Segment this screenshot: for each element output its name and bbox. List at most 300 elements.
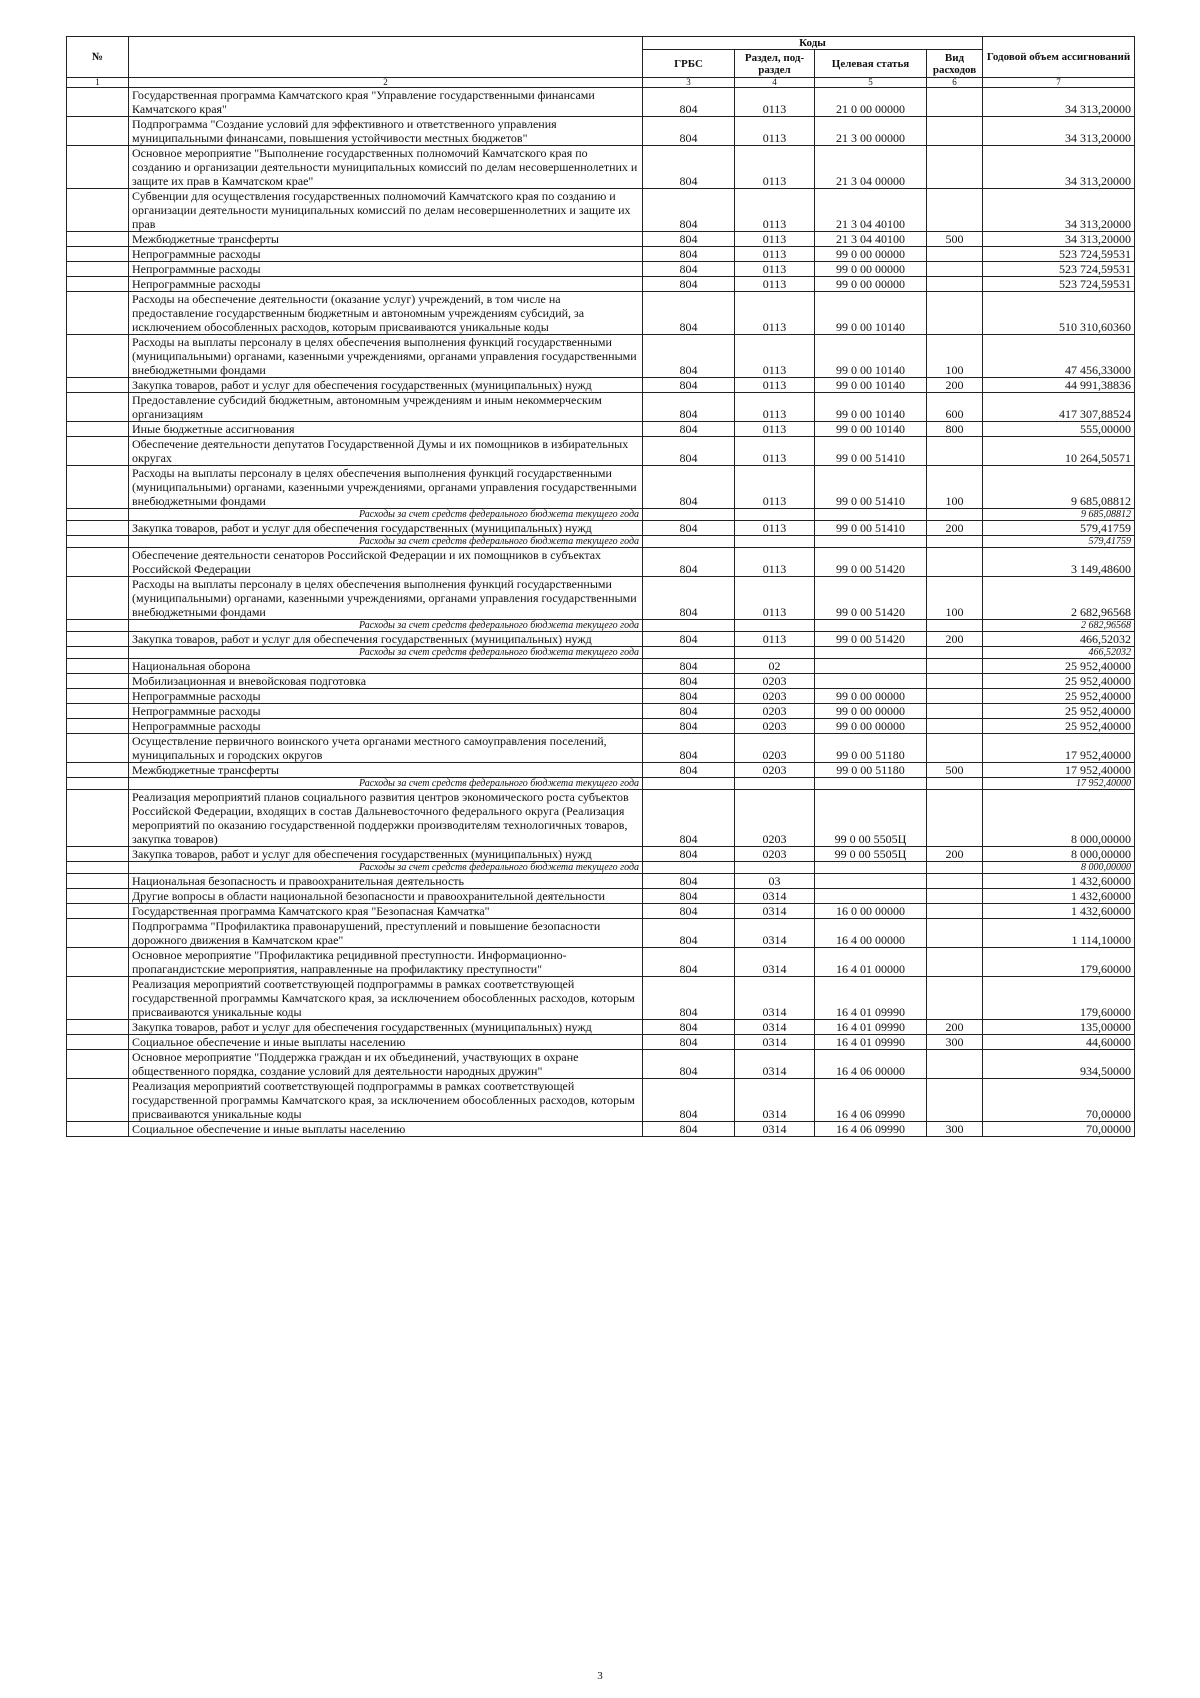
cell-num bbox=[67, 889, 129, 904]
cell-grbs bbox=[643, 509, 735, 521]
cell-sum: 579,41759 bbox=[983, 521, 1135, 536]
cell-name: Непрограммные расходы bbox=[129, 704, 643, 719]
cell-cs bbox=[815, 862, 927, 874]
table-row bbox=[67, 466, 1135, 509]
table-row bbox=[67, 422, 1135, 437]
cell-num bbox=[67, 763, 129, 778]
cell-name: Непрограммные расходы bbox=[129, 262, 643, 277]
cell-grbs: 804 bbox=[643, 335, 735, 378]
cell-vr bbox=[927, 292, 983, 335]
cell-sum: 47 456,33000 bbox=[983, 335, 1135, 378]
cell-razdel: 0113 bbox=[735, 548, 815, 577]
cell-cs: 99 0 00 51410 bbox=[815, 466, 927, 509]
colnum-2: 2 bbox=[129, 78, 643, 88]
cell-sum: 25 952,40000 bbox=[983, 674, 1135, 689]
cell-razdel bbox=[735, 862, 815, 874]
cell-grbs bbox=[643, 778, 735, 790]
cell-name: Подпрограмма "Профилактика правонарушений, преступлений и повышение безопасности дорожного движения в Камчатском крае" bbox=[129, 919, 643, 948]
cell-sum: 25 952,40000 bbox=[983, 704, 1135, 719]
cell-cs: 99 0 00 10140 bbox=[815, 292, 927, 335]
cell-vr bbox=[927, 904, 983, 919]
cell-num bbox=[67, 277, 129, 292]
cell-sum: 44 991,38836 bbox=[983, 378, 1135, 393]
cell-vr bbox=[927, 889, 983, 904]
cell-sum: 25 952,40000 bbox=[983, 719, 1135, 734]
cell-name: Государственная программа Камчатского края "Безопасная Камчатка" bbox=[129, 904, 643, 919]
cell-sum: 17 952,40000 bbox=[983, 778, 1135, 790]
cell-razdel: 0113 bbox=[735, 393, 815, 422]
cell-razdel: 0113 bbox=[735, 262, 815, 277]
cell-vr: 300 bbox=[927, 1035, 983, 1050]
cell-name: Осуществление первичного воинского учета органами местного самоуправления поселений, муниципальных и городских округов bbox=[129, 734, 643, 763]
cell-name: Реализация мероприятий планов социального развития центров экономического роста субъектов Российской Федерации, входящих в состав Дальневосточного федерального округа (Реализация мероприятий по оказанию государственной поддержки производителям технологичных товаров, закупка товаров) bbox=[129, 790, 643, 847]
cell-num bbox=[67, 536, 129, 548]
cell-num bbox=[67, 232, 129, 247]
cell-sum: 466,52032 bbox=[983, 632, 1135, 647]
cell-vr: 100 bbox=[927, 577, 983, 620]
cell-cs: 99 0 00 51180 bbox=[815, 763, 927, 778]
cell-razdel: 0314 bbox=[735, 1050, 815, 1079]
table-row bbox=[67, 1035, 1135, 1050]
cell-sum: 934,50000 bbox=[983, 1050, 1135, 1079]
cell-num bbox=[67, 509, 129, 521]
cell-cs: 21 3 04 40100 bbox=[815, 232, 927, 247]
table-row bbox=[67, 292, 1135, 335]
header-sum: Годовой объем ассигнований bbox=[983, 37, 1135, 78]
cell-grbs: 804 bbox=[643, 1035, 735, 1050]
cell-razdel bbox=[735, 536, 815, 548]
table-row bbox=[67, 763, 1135, 778]
table-row bbox=[67, 189, 1135, 232]
cell-vr bbox=[927, 1079, 983, 1122]
cell-vr bbox=[927, 536, 983, 548]
cell-num bbox=[67, 847, 129, 862]
cell-cs: 16 4 01 09990 bbox=[815, 977, 927, 1020]
cell-name: Закупка товаров, работ и услуг для обеспечения государственных (муниципальных) нужд bbox=[129, 521, 643, 536]
cell-vr bbox=[927, 262, 983, 277]
cell-sum: 9 685,08812 bbox=[983, 509, 1135, 521]
cell-name: Мобилизационная и вневойсковая подготовка bbox=[129, 674, 643, 689]
cell-grbs: 804 bbox=[643, 874, 735, 889]
colnum-4: 4 bbox=[735, 78, 815, 88]
cell-sum: 179,60000 bbox=[983, 977, 1135, 1020]
header-vr: Вид расходов bbox=[927, 50, 983, 78]
cell-name: Обеспечение деятельности депутатов Государственной Думы и их помощников в избирательных округах bbox=[129, 437, 643, 466]
cell-sum: 2 682,96568 bbox=[983, 620, 1135, 632]
cell-grbs: 804 bbox=[643, 247, 735, 262]
cell-num bbox=[67, 577, 129, 620]
cell-cs: 99 0 00 51180 bbox=[815, 734, 927, 763]
cell-vr: 800 bbox=[927, 422, 983, 437]
cell-name: Расходы за счет средств федерального бюджета текущего года bbox=[129, 647, 643, 659]
cell-razdel: 0113 bbox=[735, 189, 815, 232]
cell-name: Непрограммные расходы bbox=[129, 277, 643, 292]
cell-cs: 21 0 00 00000 bbox=[815, 88, 927, 117]
cell-name: Расходы на выплаты персоналу в целях обеспечения выполнения функций государственными (муниципальными) органами, казенными учреждениями, органами управления государственными внебюджетными фондами bbox=[129, 577, 643, 620]
cell-grbs bbox=[643, 620, 735, 632]
federal-subtotal-row bbox=[67, 862, 1135, 874]
cell-grbs: 804 bbox=[643, 763, 735, 778]
table-body bbox=[67, 88, 1135, 1137]
cell-sum: 1 432,60000 bbox=[983, 874, 1135, 889]
cell-vr bbox=[927, 919, 983, 948]
cell-cs: 99 0 00 00000 bbox=[815, 689, 927, 704]
cell-razdel: 0203 bbox=[735, 689, 815, 704]
cell-razdel: 0113 bbox=[735, 277, 815, 292]
table-row bbox=[67, 790, 1135, 847]
cell-vr bbox=[927, 647, 983, 659]
cell-sum: 70,00000 bbox=[983, 1079, 1135, 1122]
cell-num bbox=[67, 466, 129, 509]
cell-grbs: 804 bbox=[643, 904, 735, 919]
cell-sum: 34 313,20000 bbox=[983, 189, 1135, 232]
cell-num bbox=[67, 422, 129, 437]
table-row bbox=[67, 1020, 1135, 1035]
table-row bbox=[67, 904, 1135, 919]
cell-razdel: 03 bbox=[735, 874, 815, 889]
cell-num bbox=[67, 862, 129, 874]
table-row bbox=[67, 704, 1135, 719]
cell-cs bbox=[815, 674, 927, 689]
cell-grbs: 804 bbox=[643, 437, 735, 466]
cell-cs: 99 0 00 51420 bbox=[815, 632, 927, 647]
cell-razdel: 0314 bbox=[735, 889, 815, 904]
table-row bbox=[67, 262, 1135, 277]
cell-cs: 99 0 00 51420 bbox=[815, 548, 927, 577]
cell-grbs: 804 bbox=[643, 847, 735, 862]
table-row bbox=[67, 659, 1135, 674]
table-row bbox=[67, 521, 1135, 536]
table-row bbox=[67, 1122, 1135, 1137]
cell-sum: 135,00000 bbox=[983, 1020, 1135, 1035]
table-row bbox=[67, 719, 1135, 734]
cell-name: Основное мероприятие "Профилактика рецидивной преступности. Информационно-пропагандистские мероприятия, направленные на профилактику преступности" bbox=[129, 948, 643, 977]
cell-razdel: 0203 bbox=[735, 763, 815, 778]
cell-cs: 16 4 06 00000 bbox=[815, 1050, 927, 1079]
cell-name: Межбюджетные трансферты bbox=[129, 763, 643, 778]
cell-vr bbox=[927, 734, 983, 763]
cell-grbs: 804 bbox=[643, 146, 735, 189]
cell-razdel: 0113 bbox=[735, 378, 815, 393]
cell-name: Реализация мероприятий соответствующей подпрограммы в рамках соответствующей государственной программы Камчатского края, за исключением обособленных расходов, которым присваиваются уникальные коды bbox=[129, 1079, 643, 1122]
table-row bbox=[67, 1079, 1135, 1122]
header-codes: Коды bbox=[643, 37, 983, 50]
federal-subtotal-row bbox=[67, 509, 1135, 521]
header-name bbox=[129, 37, 643, 78]
table-row bbox=[67, 577, 1135, 620]
cell-cs: 16 4 06 09990 bbox=[815, 1079, 927, 1122]
cell-grbs bbox=[643, 647, 735, 659]
cell-grbs: 804 bbox=[643, 1050, 735, 1079]
cell-num bbox=[67, 548, 129, 577]
cell-num bbox=[67, 620, 129, 632]
cell-cs bbox=[815, 889, 927, 904]
cell-name: Основное мероприятие "Поддержка граждан и их объединений, участвующих в охране общественного порядка, создание условий для деятельности народных дружин" bbox=[129, 1050, 643, 1079]
cell-name: Расходы на выплаты персоналу в целях обеспечения выполнения функций государственными (муниципальными) органами, казенными учреждениями, органами управления государственными внебюджетными фондами bbox=[129, 466, 643, 509]
cell-num bbox=[67, 1079, 129, 1122]
cell-num bbox=[67, 1020, 129, 1035]
header-cs: Целевая статья bbox=[815, 50, 927, 78]
table-row bbox=[67, 1050, 1135, 1079]
cell-sum: 3 149,48600 bbox=[983, 548, 1135, 577]
federal-subtotal-row bbox=[67, 620, 1135, 632]
cell-razdel: 0314 bbox=[735, 904, 815, 919]
cell-name: Национальная оборона bbox=[129, 659, 643, 674]
cell-razdel: 0314 bbox=[735, 1079, 815, 1122]
cell-num bbox=[67, 734, 129, 763]
cell-num bbox=[67, 689, 129, 704]
cell-num bbox=[67, 117, 129, 146]
cell-grbs: 804 bbox=[643, 689, 735, 704]
table-row bbox=[67, 277, 1135, 292]
cell-razdel: 0203 bbox=[735, 719, 815, 734]
table-row bbox=[67, 247, 1135, 262]
cell-razdel: 0113 bbox=[735, 335, 815, 378]
cell-name: Межбюджетные трансферты bbox=[129, 232, 643, 247]
cell-cs: 99 0 00 10140 bbox=[815, 422, 927, 437]
cell-grbs: 804 bbox=[643, 577, 735, 620]
cell-num bbox=[67, 977, 129, 1020]
document-sheet bbox=[66, 36, 1134, 1137]
cell-vr bbox=[927, 659, 983, 674]
cell-name: Основное мероприятие "Выполнение государственных полномочий Камчатского края по созданию и организации деятельности муниципальных комиссий по делам несовершеннолетних и защите их прав в Камчатском крае" bbox=[129, 146, 643, 189]
federal-subtotal-row bbox=[67, 778, 1135, 790]
colnum-5: 5 bbox=[815, 78, 927, 88]
cell-razdel: 0113 bbox=[735, 292, 815, 335]
cell-sum: 17 952,40000 bbox=[983, 734, 1135, 763]
cell-cs: 16 4 01 09990 bbox=[815, 1035, 927, 1050]
cell-num bbox=[67, 189, 129, 232]
cell-grbs: 804 bbox=[643, 466, 735, 509]
cell-name: Непрограммные расходы bbox=[129, 689, 643, 704]
cell-grbs: 804 bbox=[643, 189, 735, 232]
cell-name: Закупка товаров, работ и услуг для обеспечения государственных (муниципальных) нужд bbox=[129, 847, 643, 862]
cell-sum: 25 952,40000 bbox=[983, 689, 1135, 704]
colnum-6: 6 bbox=[927, 78, 983, 88]
cell-cs: 99 0 00 5505Ц bbox=[815, 790, 927, 847]
cell-sum: 417 307,88524 bbox=[983, 393, 1135, 422]
cell-cs bbox=[815, 509, 927, 521]
cell-razdel bbox=[735, 509, 815, 521]
cell-num bbox=[67, 778, 129, 790]
federal-subtotal-row bbox=[67, 536, 1135, 548]
cell-num bbox=[67, 146, 129, 189]
cell-vr: 200 bbox=[927, 1020, 983, 1035]
cell-sum: 8 000,00000 bbox=[983, 790, 1135, 847]
table-row bbox=[67, 117, 1135, 146]
cell-num bbox=[67, 659, 129, 674]
cell-razdel: 0314 bbox=[735, 1020, 815, 1035]
cell-sum: 523 724,59531 bbox=[983, 262, 1135, 277]
cell-name: Субвенции для осуществления государственных полномочий Камчатского края по созданию и организации деятельности муниципальных комиссий по делам несовершеннолетних и защите их прав bbox=[129, 189, 643, 232]
cell-cs: 16 4 01 00000 bbox=[815, 948, 927, 977]
cell-sum: 34 313,20000 bbox=[983, 232, 1135, 247]
cell-vr bbox=[927, 247, 983, 262]
table-row bbox=[67, 689, 1135, 704]
cell-vr bbox=[927, 674, 983, 689]
cell-num bbox=[67, 874, 129, 889]
cell-num bbox=[67, 521, 129, 536]
cell-name: Расходы за счет средств федерального бюджета текущего года bbox=[129, 509, 643, 521]
cell-razdel: 0314 bbox=[735, 919, 815, 948]
table-row bbox=[67, 335, 1135, 378]
cell-grbs: 804 bbox=[643, 1020, 735, 1035]
cell-razdel: 0113 bbox=[735, 577, 815, 620]
cell-name: Непрограммные расходы bbox=[129, 719, 643, 734]
cell-num bbox=[67, 919, 129, 948]
table-row bbox=[67, 378, 1135, 393]
table-row bbox=[67, 874, 1135, 889]
cell-razdel: 0203 bbox=[735, 790, 815, 847]
cell-name: Расходы за счет средств федерального бюджета текущего года bbox=[129, 620, 643, 632]
page-number: 3 bbox=[597, 1670, 603, 1682]
cell-cs: 16 4 00 00000 bbox=[815, 919, 927, 948]
cell-grbs: 804 bbox=[643, 674, 735, 689]
cell-num bbox=[67, 904, 129, 919]
cell-vr bbox=[927, 437, 983, 466]
colnum-1: 1 bbox=[67, 78, 129, 88]
cell-vr bbox=[927, 778, 983, 790]
cell-cs: 99 0 00 5505Ц bbox=[815, 847, 927, 862]
cell-cs: 99 0 00 00000 bbox=[815, 277, 927, 292]
cell-vr: 500 bbox=[927, 232, 983, 247]
cell-vr bbox=[927, 620, 983, 632]
cell-name: Закупка товаров, работ и услуг для обеспечения государственных (муниципальных) нужд bbox=[129, 632, 643, 647]
cell-grbs: 804 bbox=[643, 948, 735, 977]
cell-razdel: 0113 bbox=[735, 632, 815, 647]
cell-sum: 466,52032 bbox=[983, 647, 1135, 659]
cell-razdel: 0203 bbox=[735, 704, 815, 719]
cell-grbs bbox=[643, 862, 735, 874]
cell-name: Реализация мероприятий соответствующей подпрограммы в рамках соответствующей государственной программы Камчатского края, за исключением обособленных расходов, которым присваиваются уникальные коды bbox=[129, 977, 643, 1020]
cell-grbs: 804 bbox=[643, 1079, 735, 1122]
cell-vr bbox=[927, 704, 983, 719]
cell-vr: 300 bbox=[927, 1122, 983, 1137]
cell-cs bbox=[815, 620, 927, 632]
table-row bbox=[67, 948, 1135, 977]
cell-vr bbox=[927, 88, 983, 117]
cell-name: Подпрограмма "Создание условий для эффективного и ответственного управления муниципальными финансами, повышения устойчивости местных бюджетов" bbox=[129, 117, 643, 146]
cell-sum: 34 313,20000 bbox=[983, 117, 1135, 146]
cell-num bbox=[67, 378, 129, 393]
cell-razdel bbox=[735, 778, 815, 790]
cell-cs: 99 0 00 10140 bbox=[815, 335, 927, 378]
cell-vr bbox=[927, 948, 983, 977]
cell-vr: 200 bbox=[927, 378, 983, 393]
cell-razdel: 0113 bbox=[735, 466, 815, 509]
cell-num bbox=[67, 262, 129, 277]
cell-num bbox=[67, 704, 129, 719]
cell-razdel: 0314 bbox=[735, 977, 815, 1020]
table-row bbox=[67, 919, 1135, 948]
cell-razdel: 0113 bbox=[735, 88, 815, 117]
budget-table bbox=[66, 36, 1135, 1137]
cell-name: Другие вопросы в области национальной безопасности и правоохранительной деятельности bbox=[129, 889, 643, 904]
cell-grbs: 804 bbox=[643, 719, 735, 734]
cell-sum: 1 432,60000 bbox=[983, 889, 1135, 904]
cell-vr bbox=[927, 189, 983, 232]
cell-razdel: 0113 bbox=[735, 422, 815, 437]
cell-vr: 200 bbox=[927, 521, 983, 536]
cell-razdel: 0314 bbox=[735, 1035, 815, 1050]
cell-num bbox=[67, 632, 129, 647]
cell-num bbox=[67, 393, 129, 422]
cell-razdel: 0113 bbox=[735, 437, 815, 466]
cell-cs bbox=[815, 778, 927, 790]
cell-grbs: 804 bbox=[643, 704, 735, 719]
cell-name: Социальное обеспечение и иные выплаты населению bbox=[129, 1035, 643, 1050]
colnum-3: 3 bbox=[643, 78, 735, 88]
cell-sum: 179,60000 bbox=[983, 948, 1135, 977]
table-row bbox=[67, 674, 1135, 689]
colnum-7: 7 bbox=[983, 78, 1135, 88]
cell-cs: 99 0 00 51410 bbox=[815, 437, 927, 466]
header-razdel: Раздел, под-раздел bbox=[735, 50, 815, 78]
table-row bbox=[67, 393, 1135, 422]
cell-name: Обеспечение деятельности сенаторов Российской Федерации и их помощников в субъектах Российской Федерации bbox=[129, 548, 643, 577]
cell-cs: 99 0 00 10140 bbox=[815, 378, 927, 393]
cell-cs bbox=[815, 536, 927, 548]
cell-sum: 34 313,20000 bbox=[983, 88, 1135, 117]
cell-sum: 523 724,59531 bbox=[983, 247, 1135, 262]
cell-name: Расходы за счет средств федерального бюджета текущего года bbox=[129, 778, 643, 790]
cell-sum: 9 685,08812 bbox=[983, 466, 1135, 509]
cell-sum: 17 952,40000 bbox=[983, 763, 1135, 778]
cell-sum: 1 114,10000 bbox=[983, 919, 1135, 948]
table-header bbox=[67, 37, 1135, 88]
cell-vr: 500 bbox=[927, 763, 983, 778]
cell-razdel: 0113 bbox=[735, 247, 815, 262]
cell-cs bbox=[815, 874, 927, 889]
table-row bbox=[67, 437, 1135, 466]
cell-name: Государственная программа Камчатского края "Управление государственными финансами Камчатского края" bbox=[129, 88, 643, 117]
cell-sum: 8 000,00000 bbox=[983, 862, 1135, 874]
cell-num bbox=[67, 88, 129, 117]
cell-cs: 21 3 04 00000 bbox=[815, 146, 927, 189]
cell-vr bbox=[927, 146, 983, 189]
cell-sum: 44,60000 bbox=[983, 1035, 1135, 1050]
table-row bbox=[67, 88, 1135, 117]
cell-grbs: 804 bbox=[643, 659, 735, 674]
cell-sum: 2 682,96568 bbox=[983, 577, 1135, 620]
cell-num bbox=[67, 437, 129, 466]
table-row bbox=[67, 146, 1135, 189]
cell-sum: 25 952,40000 bbox=[983, 659, 1135, 674]
cell-grbs: 804 bbox=[643, 1122, 735, 1137]
cell-cs: 16 4 01 09990 bbox=[815, 1020, 927, 1035]
cell-vr: 200 bbox=[927, 847, 983, 862]
table-row bbox=[67, 632, 1135, 647]
cell-grbs: 804 bbox=[643, 232, 735, 247]
table-row bbox=[67, 548, 1135, 577]
cell-name: Социальное обеспечение и иные выплаты населению bbox=[129, 1122, 643, 1137]
cell-name: Расходы за счет средств федерального бюджета текущего года bbox=[129, 536, 643, 548]
cell-cs: 99 0 00 51420 bbox=[815, 577, 927, 620]
cell-grbs: 804 bbox=[643, 262, 735, 277]
cell-grbs: 804 bbox=[643, 88, 735, 117]
cell-grbs: 804 bbox=[643, 378, 735, 393]
cell-name: Иные бюджетные ассигнования bbox=[129, 422, 643, 437]
cell-vr bbox=[927, 548, 983, 577]
cell-cs bbox=[815, 659, 927, 674]
cell-cs: 99 0 00 00000 bbox=[815, 719, 927, 734]
cell-vr bbox=[927, 509, 983, 521]
cell-sum: 70,00000 bbox=[983, 1122, 1135, 1137]
cell-name: Закупка товаров, работ и услуг для обеспечения государственных (муниципальных) нужд bbox=[129, 1020, 643, 1035]
cell-num bbox=[67, 790, 129, 847]
cell-razdel: 0113 bbox=[735, 232, 815, 247]
cell-sum: 579,41759 bbox=[983, 536, 1135, 548]
